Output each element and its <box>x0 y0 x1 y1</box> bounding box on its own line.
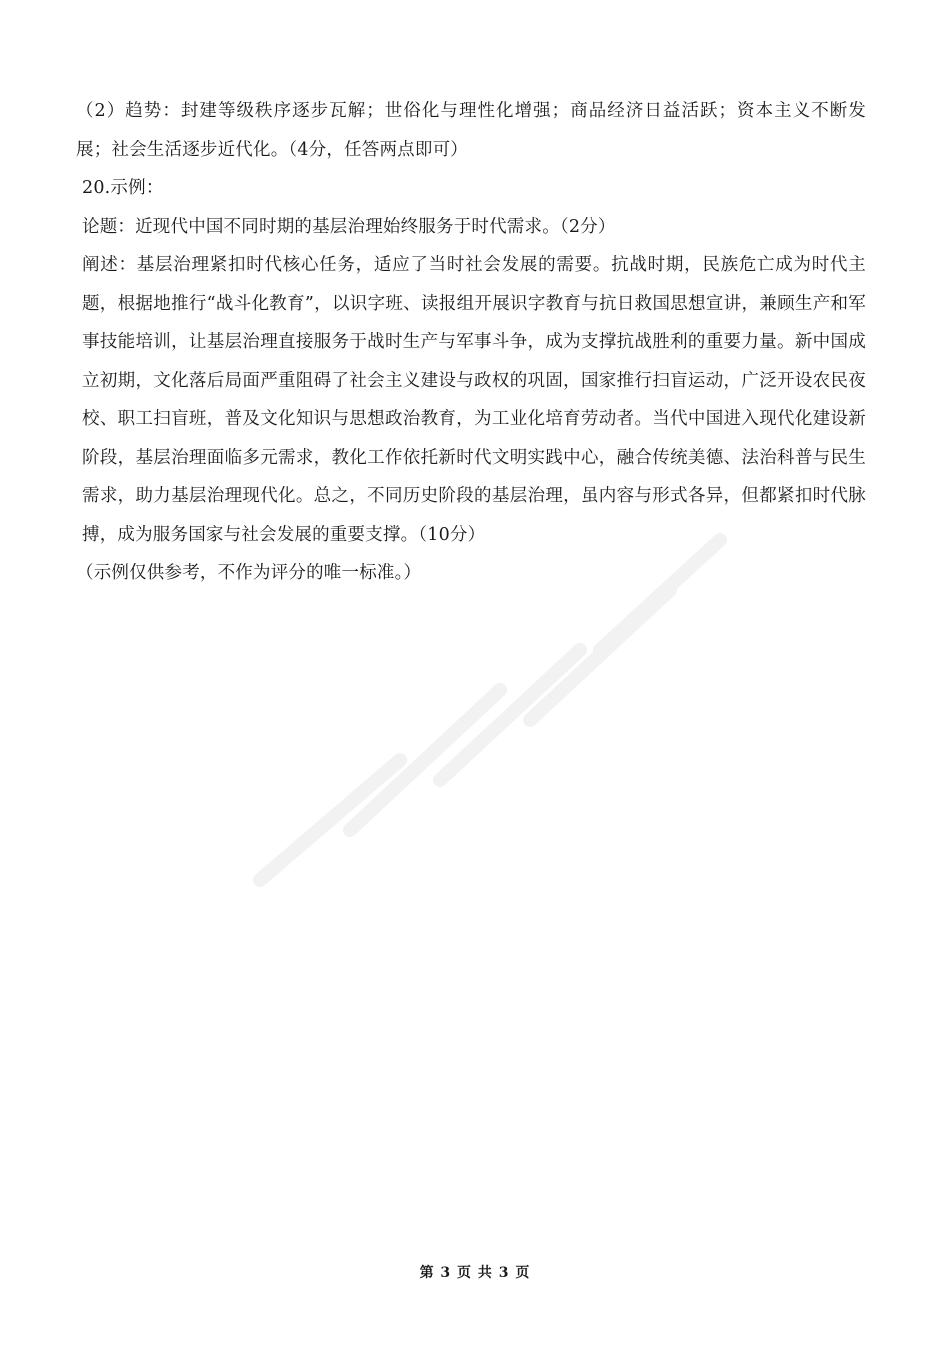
answer-content <box>76 92 866 593</box>
page-number-footer: 第 3 页 共 3 页 <box>419 1265 531 1281</box>
trend-paragraph: （2）趋势：封建等级秩序逐步瓦解；世俗化与理性化增强；商品经济日益活跃；资本主义不断发展；社会生活逐步近代化。（4分，任答两点即可） <box>76 101 866 160</box>
thesis-paragraph: 论题：近现代中国不同时期的基层治理始终服务于时代需求。（2分） <box>82 216 616 237</box>
argument-paragraph: 阐述：基层治理紧扣时代核心任务，适应了当时社会发展的需要。抗战时期，民族危亡成为时代主题，根据地推行“战斗化教育”，以识字班、读报组开展识字教育与抗日救国思想宣讲，兼顾生产和军事技能培训，让基层治理直接服务于战时生产与军事斗争，成为支撑抗战胜利的重要力量。新中国成立初期，文化落后局面严重阻碍了社会主义建设与政权的巩固，国家推行扫盲运动，广泛开设农民夜校、职工扫盲班，普及文化知识与思想政治教育，为工业化培育劳动者。当代中国进入现代化建设新阶段，基层治理面临多元需求，教化工作依托新时代文明实践中心，融合传统美德、法治科普与民生需求，助力基层治理现代化。总之，不同历史阶段的基层治理，虽内容与形式各异，但都紧扣时代脉搏，成为服务国家与社会发展的重要支撑。（10分） <box>82 255 866 545</box>
question-20-heading: 20.示例： <box>82 178 164 198</box>
reference-note: （示例仅供参考，不作为评分的唯一标准。） <box>76 563 422 583</box>
